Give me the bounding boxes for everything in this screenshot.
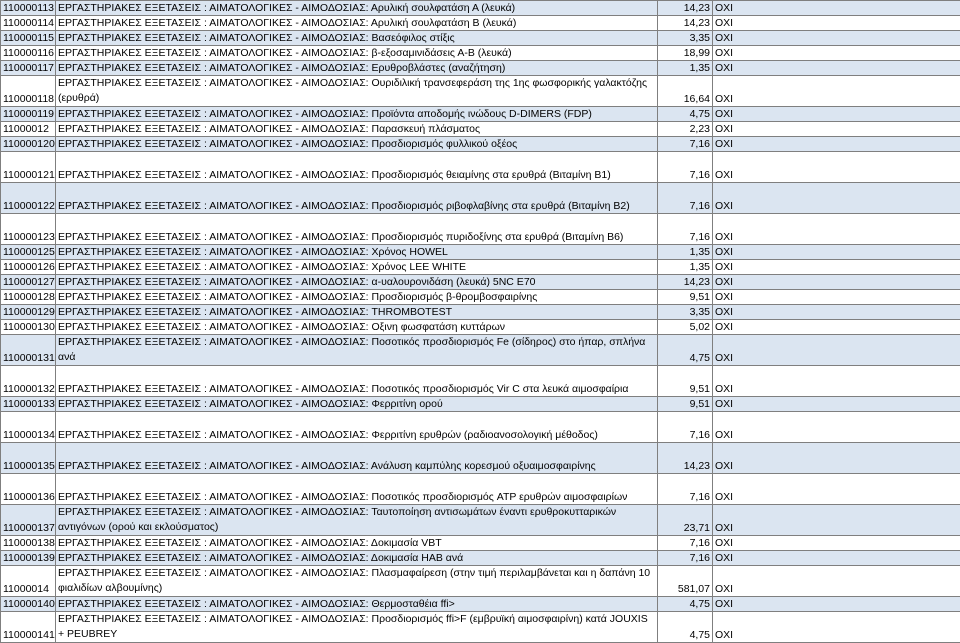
code-cell[interactable]: 110000127	[1, 275, 56, 290]
description-cell[interactable]: ΕΡΓΑΣΤΗΡΙΑΚΕΣ ΕΞΕΤΑΣΕΙΣ : ΑΙΜΑΤΟΛΟΓΙΚΕΣ - ΑΙΜΟΔΟΣΙΑΣ: Οξινη φωσφατάση κυττάρων	[56, 320, 658, 335]
flag-cell[interactable]: ΟΧΙ	[713, 320, 960, 335]
description-cell[interactable]: ΕΡΓΑΣΤΗΡΙΑΚΕΣ ΕΞΕΤΑΣΕΙΣ : ΑΙΜΑΤΟΛΟΓΙΚΕΣ - ΑΙΜΟΔΟΣΙΑΣ: Παρασκευή πλάσματος	[56, 122, 658, 137]
price-cell[interactable]: 4,75	[658, 335, 713, 366]
flag-cell[interactable]: ΟΧΙ	[713, 305, 960, 320]
description-cell[interactable]: ΕΡΓΑΣΤΗΡΙΑΚΕΣ ΕΞΕΤΑΣΕΙΣ : ΑΙΜΑΤΟΛΟΓΙΚΕΣ - ΑΙΜΟΔΟΣΙΑΣ: Ποσοτικός προσδιορισμός Fe (σίδηρος) στο ήπαρ, σπλήνα ανά	[56, 335, 658, 366]
code-cell[interactable]: 110000136	[1, 474, 56, 505]
code-cell[interactable]: 110000116	[1, 46, 56, 61]
price-cell[interactable]: 7,16	[658, 152, 713, 183]
price-cell[interactable]: 7,16	[658, 137, 713, 152]
flag-cell[interactable]: ΟΧΙ	[713, 61, 960, 76]
code-cell[interactable]: 110000131	[1, 335, 56, 366]
table-row	[1, 260, 960, 275]
description-cell[interactable]: ΕΡΓΑΣΤΗΡΙΑΚΕΣ ΕΞΕΤΑΣΕΙΣ : ΑΙΜΑΤΟΛΟΓΙΚΕΣ - ΑΙΜΟΔΟΣΙΑΣ: Ταυτοποίηση αντισωμάτων έναντι ερυθροκυτταρικών αντιγόνων (ορού και εκλούσματος)	[56, 505, 658, 536]
flag-cell[interactable]: ΟΧΙ	[713, 152, 960, 183]
description-cell[interactable]: ΕΡΓΑΣΤΗΡΙΑΚΕΣ ΕΞΕΤΑΣΕΙΣ : ΑΙΜΑΤΟΛΟΓΙΚΕΣ - ΑΙΜΟΔΟΣΙΑΣ: β-εξοσαμινιδάσεις Α-Β (λευκά)	[56, 46, 658, 61]
flag-cell[interactable]: ΟΧΙ	[713, 31, 960, 46]
flag-cell[interactable]: ΟΧΙ	[713, 536, 960, 551]
table-row	[1, 366, 960, 397]
description-cell[interactable]: ΕΡΓΑΣΤΗΡΙΑΚΕΣ ΕΞΕΤΑΣΕΙΣ : ΑΙΜΑΤΟΛΟΓΙΚΕΣ - ΑΙΜΟΔΟΣΙΑΣ: Προσδιορισμός β-θρομβοσφαιρίνης	[56, 290, 658, 305]
description-cell[interactable]: ΕΡΓΑΣΤΗΡΙΑΚΕΣ ΕΞΕΤΑΣΕΙΣ : ΑΙΜΑΤΟΛΟΓΙΚΕΣ - ΑΙΜΟΔΟΣΙΑΣ: Αρυλική σουλφατάση Α (λευκά)	[56, 1, 658, 16]
flag-cell[interactable]: ΟΧΙ	[713, 1, 960, 16]
price-cell[interactable]: 18,99	[658, 46, 713, 61]
description-cell[interactable]: ΕΡΓΑΣΤΗΡΙΑΚΕΣ ΕΞΕΤΑΣΕΙΣ : ΑΙΜΑΤΟΛΟΓΙΚΕΣ - ΑΙΜΟΔΟΣΙΑΣ: Βασεόφιλος στίξις	[56, 31, 658, 46]
description-cell[interactable]: ΕΡΓΑΣΤΗΡΙΑΚΕΣ ΕΞΕΤΑΣΕΙΣ : ΑΙΜΑΤΟΛΟΓΙΚΕΣ - ΑΙΜΟΔΟΣΙΑΣ: THROMBOTEST	[56, 305, 658, 320]
description-cell[interactable]: ΕΡΓΑΣΤΗΡΙΑΚΕΣ ΕΞΕΤΑΣΕΙΣ : ΑΙΜΑΤΟΛΟΓΙΚΕΣ - ΑΙΜΟΔΟΣΙΑΣ: Φερριτίνη ερυθρών (ραδιοανοσολογική μέθοδος)	[56, 412, 658, 443]
table-row	[1, 31, 960, 46]
flag-cell[interactable]: ΟΧΙ	[713, 335, 960, 366]
table-row	[1, 597, 960, 612]
description-cell[interactable]: ΕΡΓΑΣΤΗΡΙΑΚΕΣ ΕΞΕΤΑΣΕΙΣ : ΑΙΜΑΤΟΛΟΓΙΚΕΣ - ΑΙΜΟΔΟΣΙΑΣ: Χρόνος LEE WHITE	[56, 260, 658, 275]
description-cell[interactable]: ΕΡΓΑΣΤΗΡΙΑΚΕΣ ΕΞΕΤΑΣΕΙΣ : ΑΙΜΑΤΟΛΟΓΙΚΕΣ - ΑΙΜΟΔΟΣΙΑΣ: Αρυλική σουλφατάση Β (λευκά)	[56, 16, 658, 31]
code-cell[interactable]: 110000129	[1, 305, 56, 320]
flag-cell[interactable]: ΟΧΙ	[713, 443, 960, 474]
table-row	[1, 46, 960, 61]
description-cell[interactable]: ΕΡΓΑΣΤΗΡΙΑΚΕΣ ΕΞΕΤΑΣΕΙΣ : ΑΙΜΑΤΟΛΟΓΙΚΕΣ - ΑΙΜΟΔΟΣΙΑΣ: Προϊόντα αποδομής ινώδους D-DIMERS (FDP)	[56, 107, 658, 122]
table-row	[1, 16, 960, 31]
price-cell[interactable]: 9,51	[658, 290, 713, 305]
flag-cell[interactable]: ΟΧΙ	[713, 474, 960, 505]
code-cell[interactable]: 110000135	[1, 443, 56, 474]
code-cell[interactable]: 110000139	[1, 551, 56, 566]
price-cell[interactable]: 4,75	[658, 612, 713, 643]
table-row	[1, 443, 960, 474]
code-cell[interactable]: 11000014	[1, 566, 56, 597]
description-cell[interactable]: ΕΡΓΑΣΤΗΡΙΑΚΕΣ ΕΞΕΤΑΣΕΙΣ : ΑΙΜΑΤΟΛΟΓΙΚΕΣ - ΑΙΜΟΔΟΣΙΑΣ: Δοκιμασία HAB ανά	[56, 551, 658, 566]
table-row	[1, 137, 960, 152]
table-row	[1, 214, 960, 245]
code-cell[interactable]: 110000128	[1, 290, 56, 305]
table-row	[1, 505, 960, 536]
price-cell[interactable]: 7,16	[658, 183, 713, 214]
flag-cell[interactable]: ΟΧΙ	[713, 122, 960, 137]
description-cell[interactable]: ΕΡΓΑΣΤΗΡΙΑΚΕΣ ΕΞΕΤΑΣΕΙΣ : ΑΙΜΑΤΟΛΟΓΙΚΕΣ - ΑΙΜΟΔΟΣΙΑΣ: Προσδιορισμός πυριδοξίνης στα ερυθρά (Βιταμίνη Β6)	[56, 214, 658, 245]
table-row	[1, 183, 960, 214]
price-cell[interactable]: 16,64	[658, 76, 713, 107]
table-row	[1, 290, 960, 305]
flag-cell[interactable]: ΟΧΙ	[713, 612, 960, 643]
flag-cell[interactable]: ΟΧΙ	[713, 76, 960, 107]
description-cell[interactable]: ΕΡΓΑΣΤΗΡΙΑΚΕΣ ΕΞΕΤΑΣΕΙΣ : ΑΙΜΑΤΟΛΟΓΙΚΕΣ - ΑΙΜΟΔΟΣΙΑΣ: Πλασμαφαίρεση (στην τιμή περιλαμβάνεται και η δαπάνη 10 φιαλιδίων αλβουμίνης)	[56, 566, 658, 597]
table-row	[1, 107, 960, 122]
table-row	[1, 122, 960, 137]
code-cell[interactable]: 110000114	[1, 16, 56, 31]
flag-cell[interactable]: ΟΧΙ	[713, 566, 960, 597]
code-cell[interactable]: 110000123	[1, 214, 56, 245]
code-cell[interactable]: 110000137	[1, 505, 56, 536]
code-cell[interactable]: 110000132	[1, 366, 56, 397]
flag-cell[interactable]: ΟΧΙ	[713, 260, 960, 275]
table-row	[1, 320, 960, 335]
table-row	[1, 275, 960, 290]
description-cell[interactable]: ΕΡΓΑΣΤΗΡΙΑΚΕΣ ΕΞΕΤΑΣΕΙΣ : ΑΙΜΑΤΟΛΟΓΙΚΕΣ - ΑΙΜΟΔΟΣΙΑΣ: Ερυθροβλάστες (αναζήτηση)	[56, 61, 658, 76]
price-cell[interactable]: 7,16	[658, 551, 713, 566]
price-cell[interactable]: 5,02	[658, 320, 713, 335]
price-cell[interactable]: 14,23	[658, 1, 713, 16]
description-cell[interactable]: ΕΡΓΑΣΤΗΡΙΑΚΕΣ ΕΞΕΤΑΣΕΙΣ : ΑΙΜΑΤΟΛΟΓΙΚΕΣ - ΑΙΜΟΔΟΣΙΑΣ: Φερριτίνη ορού	[56, 397, 658, 412]
price-cell[interactable]: 1,35	[658, 260, 713, 275]
code-cell[interactable]: 110000130	[1, 320, 56, 335]
price-cell[interactable]: 9,51	[658, 397, 713, 412]
price-cell[interactable]: 1,35	[658, 245, 713, 260]
code-cell[interactable]: 110000122	[1, 183, 56, 214]
code-cell[interactable]: 110000117	[1, 61, 56, 76]
flag-cell[interactable]: ΟΧΙ	[713, 290, 960, 305]
description-cell[interactable]: ΕΡΓΑΣΤΗΡΙΑΚΕΣ ΕΞΕΤΑΣΕΙΣ : ΑΙΜΑΤΟΛΟΓΙΚΕΣ - ΑΙΜΟΔΟΣΙΑΣ: Προσδιορισμός ffi>F (εμβρυϊκή αιμοσφαιρίνη) κατά JOUXIS + PEUBREY	[56, 612, 658, 643]
flag-cell[interactable]: ΟΧΙ	[713, 412, 960, 443]
description-cell[interactable]: ΕΡΓΑΣΤΗΡΙΑΚΕΣ ΕΞΕΤΑΣΕΙΣ : ΑΙΜΑΤΟΛΟΓΙΚΕΣ - ΑΙΜΟΔΟΣΙΑΣ: α-υαλουρονιδάση (λευκά) 5NC E70	[56, 275, 658, 290]
description-cell[interactable]: ΕΡΓΑΣΤΗΡΙΑΚΕΣ ΕΞΕΤΑΣΕΙΣ : ΑΙΜΑΤΟΛΟΓΙΚΕΣ - ΑΙΜΟΔΟΣΙΑΣ: Ποσοτικός προσδιορισμός Vir C στα λευκά αιμοσφαίρια	[56, 366, 658, 397]
code-cell[interactable]: 110000120	[1, 137, 56, 152]
price-cell[interactable]: 7,16	[658, 536, 713, 551]
code-cell[interactable]: 110000138	[1, 536, 56, 551]
flag-cell[interactable]: ΟΧΙ	[713, 551, 960, 566]
description-cell[interactable]: ΕΡΓΑΣΤΗΡΙΑΚΕΣ ΕΞΕΤΑΣΕΙΣ : ΑΙΜΑΤΟΛΟΓΙΚΕΣ - ΑΙΜΟΔΟΣΙΑΣ: Θερμοσταθέια ffi>	[56, 597, 658, 612]
flag-cell[interactable]: ΟΧΙ	[713, 397, 960, 412]
description-cell[interactable]: ΕΡΓΑΣΤΗΡΙΑΚΕΣ ΕΞΕΤΑΣΕΙΣ : ΑΙΜΑΤΟΛΟΓΙΚΕΣ - ΑΙΜΟΔΟΣΙΑΣ: Προσδιορισμός ριβοφλαβίνης στα ερυθρά (Βιταμίνη Β2)	[56, 183, 658, 214]
table-row	[1, 61, 960, 76]
table-row	[1, 612, 960, 643]
table-row	[1, 335, 960, 366]
price-cell[interactable]: 3,35	[658, 305, 713, 320]
price-cell[interactable]: 7,16	[658, 214, 713, 245]
price-cell[interactable]: 581,07	[658, 566, 713, 597]
flag-cell[interactable]: ΟΧΙ	[713, 183, 960, 214]
table-row	[1, 245, 960, 260]
table-row	[1, 305, 960, 320]
table-row	[1, 566, 960, 597]
code-cell[interactable]: 110000134	[1, 412, 56, 443]
flag-cell[interactable]: ΟΧΙ	[713, 16, 960, 31]
code-cell[interactable]: 110000115	[1, 31, 56, 46]
description-cell[interactable]: ΕΡΓΑΣΤΗΡΙΑΚΕΣ ΕΞΕΤΑΣΕΙΣ : ΑΙΜΑΤΟΛΟΓΙΚΕΣ - ΑΙΜΟΔΟΣΙΑΣ: Ουριδιλική τρανσεφεράση της 1ης φωσφορικής γαλακτόζης (ερυθρά)	[56, 76, 658, 107]
price-cell[interactable]: 7,16	[658, 474, 713, 505]
price-cell[interactable]: 7,16	[658, 412, 713, 443]
code-cell[interactable]: 110000118	[1, 76, 56, 107]
price-cell[interactable]: 14,23	[658, 443, 713, 474]
price-cell[interactable]: 23,71	[658, 505, 713, 536]
flag-cell[interactable]: ΟΧΙ	[713, 366, 960, 397]
table-row	[1, 536, 960, 551]
code-cell[interactable]: 110000113	[1, 1, 56, 16]
code-cell[interactable]: 110000119	[1, 107, 56, 122]
price-cell[interactable]: 4,75	[658, 107, 713, 122]
flag-cell[interactable]: ΟΧΙ	[713, 275, 960, 290]
table-row	[1, 551, 960, 566]
table-row	[1, 412, 960, 443]
table-row	[1, 1, 960, 16]
code-cell[interactable]: 110000141	[1, 612, 56, 643]
description-cell[interactable]: ΕΡΓΑΣΤΗΡΙΑΚΕΣ ΕΞΕΤΑΣΕΙΣ : ΑΙΜΑΤΟΛΟΓΙΚΕΣ - ΑΙΜΟΔΟΣΙΑΣ: Ανάλυση καμπύλης κορεσμού οξυαιμοσφαιρίνης	[56, 443, 658, 474]
price-cell[interactable]: 4,75	[658, 597, 713, 612]
price-cell[interactable]: 2,23	[658, 122, 713, 137]
price-cell[interactable]: 14,23	[658, 16, 713, 31]
price-cell[interactable]: 3,35	[658, 31, 713, 46]
flag-cell[interactable]: ΟΧΙ	[713, 245, 960, 260]
flag-cell[interactable]: ΟΧΙ	[713, 46, 960, 61]
flag-cell[interactable]: ΟΧΙ	[713, 505, 960, 536]
code-cell[interactable]: 110000121	[1, 152, 56, 183]
flag-cell[interactable]: ΟΧΙ	[713, 107, 960, 122]
code-cell[interactable]: 110000126	[1, 260, 56, 275]
flag-cell[interactable]: ΟΧΙ	[713, 137, 960, 152]
price-cell[interactable]: 14,23	[658, 275, 713, 290]
code-cell[interactable]: 110000133	[1, 397, 56, 412]
flag-cell[interactable]: ΟΧΙ	[713, 597, 960, 612]
description-cell[interactable]: ΕΡΓΑΣΤΗΡΙΑΚΕΣ ΕΞΕΤΑΣΕΙΣ : ΑΙΜΑΤΟΛΟΓΙΚΕΣ - ΑΙΜΟΔΟΣΙΑΣ: Χρόνος HOWEL	[56, 245, 658, 260]
code-cell[interactable]: 110000125	[1, 245, 56, 260]
code-cell[interactable]: 11000012	[1, 122, 56, 137]
table-row	[1, 76, 960, 107]
table-row	[1, 397, 960, 412]
flag-cell[interactable]: ΟΧΙ	[713, 214, 960, 245]
table-row	[1, 152, 960, 183]
code-cell[interactable]: 110000140	[1, 597, 56, 612]
description-cell[interactable]: ΕΡΓΑΣΤΗΡΙΑΚΕΣ ΕΞΕΤΑΣΕΙΣ : ΑΙΜΑΤΟΛΟΓΙΚΕΣ - ΑΙΜΟΔΟΣΙΑΣ: Προσδιορισμός φυλλικού οξέος	[56, 137, 658, 152]
price-cell[interactable]: 1,35	[658, 61, 713, 76]
table-row	[1, 474, 960, 505]
description-cell[interactable]: ΕΡΓΑΣΤΗΡΙΑΚΕΣ ΕΞΕΤΑΣΕΙΣ : ΑΙΜΑΤΟΛΟΓΙΚΕΣ - ΑΙΜΟΔΟΣΙΑΣ: Προσδιορισμός θειαμίνης στα ερυθρά (Βιταμίνη Β1)	[56, 152, 658, 183]
price-cell[interactable]: 9,51	[658, 366, 713, 397]
description-cell[interactable]: ΕΡΓΑΣΤΗΡΙΑΚΕΣ ΕΞΕΤΑΣΕΙΣ : ΑΙΜΑΤΟΛΟΓΙΚΕΣ - ΑΙΜΟΔΟΣΙΑΣ: Δοκιμασία VBT	[56, 536, 658, 551]
description-cell[interactable]: ΕΡΓΑΣΤΗΡΙΑΚΕΣ ΕΞΕΤΑΣΕΙΣ : ΑΙΜΑΤΟΛΟΓΙΚΕΣ - ΑΙΜΟΔΟΣΙΑΣ: Ποσοτικός προσδιορισμός ATP ερυθρών αιμοσφαιρίων	[56, 474, 658, 505]
